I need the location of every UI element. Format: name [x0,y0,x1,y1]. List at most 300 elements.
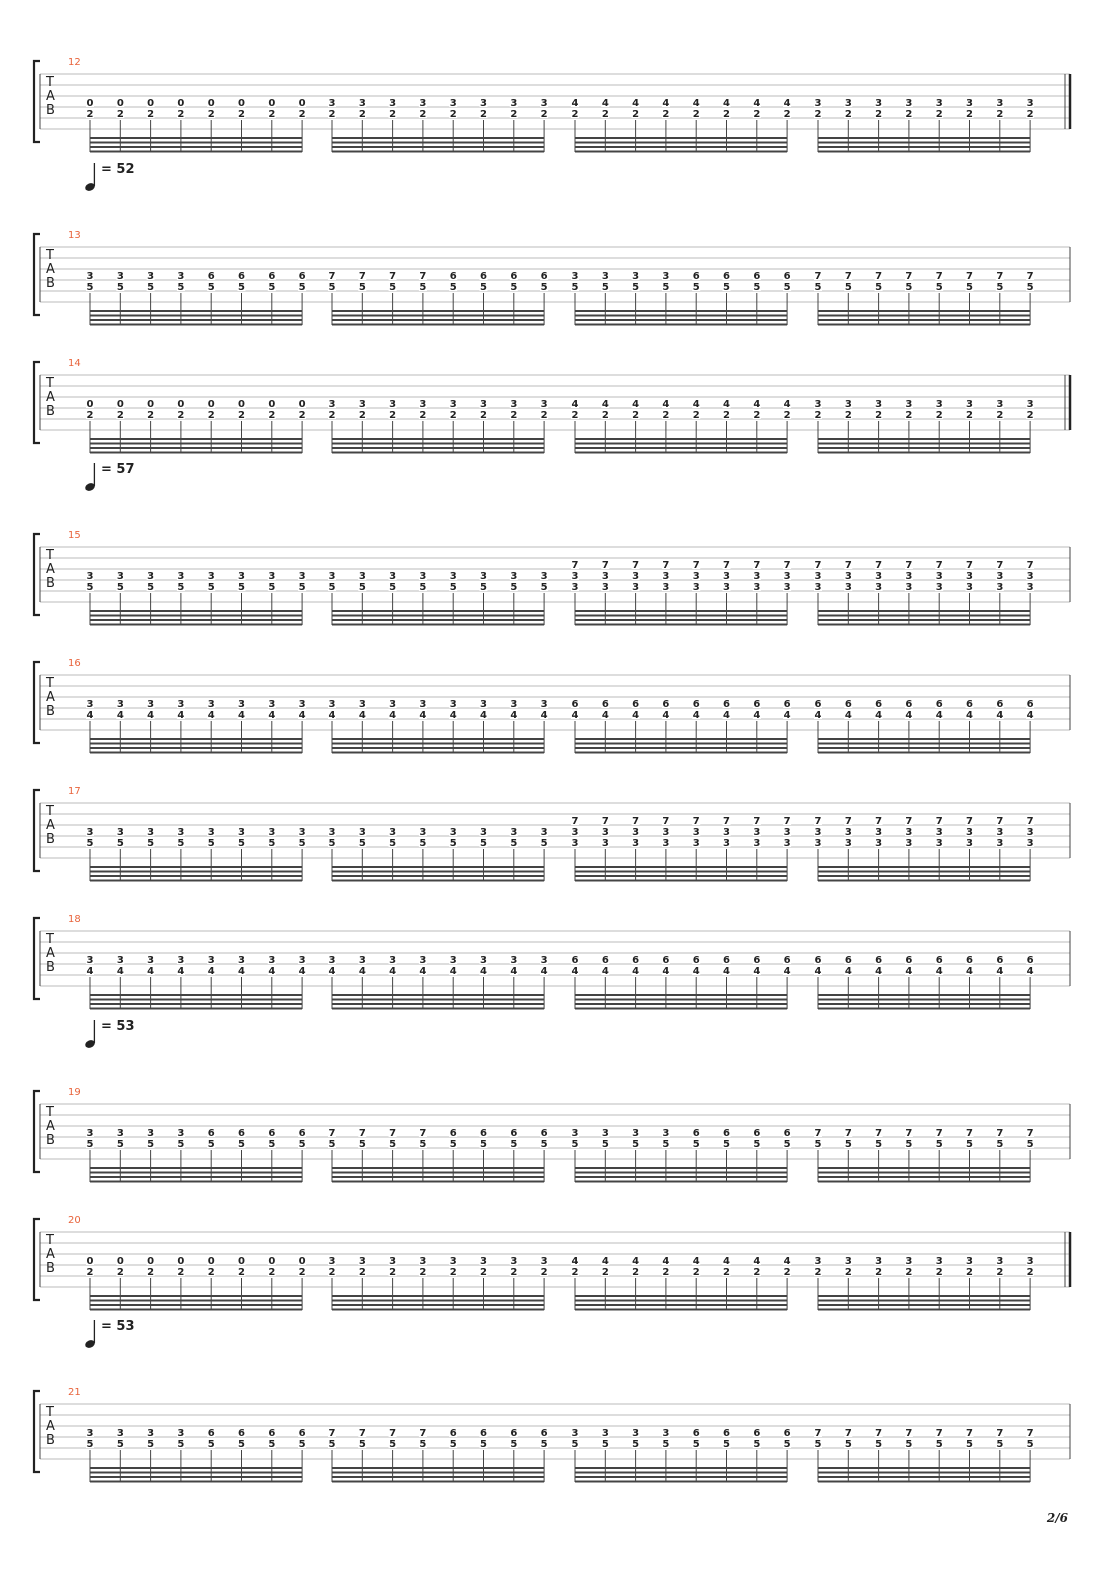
fret-number: 5 [844,282,852,293]
fret-number: 3 [601,582,609,593]
fret-number: 2 [875,109,883,120]
fret-number: 7 [935,1428,943,1439]
bar-number: 12 [68,57,81,68]
fret-number: 3 [632,582,640,593]
tab-clef-letter: B [46,1433,55,1448]
fret-number: 4 [601,710,609,721]
fret-number: 7 [875,1428,883,1439]
fret-number: 2 [389,109,397,120]
tab-clef-letter: A [46,1247,55,1262]
tab-staff [0,768,1110,908]
fret-number: 2 [207,410,215,421]
fret-number: 3 [86,1428,94,1439]
fret-number: 3 [238,955,245,966]
fret-number: 4 [723,710,730,721]
fret-number: 4 [147,966,155,977]
fret-number: 3 [571,571,579,582]
fret-number: 5 [480,1139,487,1150]
fret-number: 4 [632,1256,640,1267]
fret-number: 3 [358,1256,366,1267]
fret-number: 4 [207,966,215,977]
fret-number: 3 [996,571,1004,582]
tab-clef-letter: A [46,562,55,577]
tab-system [0,896,1110,1036]
fret-number: 0 [147,399,155,410]
fret-number: 3 [147,1128,155,1139]
fret-number: 3 [540,699,548,710]
fret-number: 3 [571,582,579,593]
fret-number: 3 [875,1256,883,1267]
fret-number: 4 [996,710,1004,721]
staff-bracket [34,362,40,443]
fret-number: 5 [723,1139,730,1150]
fret-number: 3 [844,827,852,838]
fret-number: 5 [1026,1139,1034,1150]
fret-number: 5 [480,1439,487,1450]
fret-number: 7 [905,816,913,827]
fret-number: 5 [510,282,518,293]
fret-number: 2 [147,1267,155,1278]
fret-number: 6 [571,955,579,966]
fret-number: 2 [905,1267,913,1278]
fret-number: 3 [632,1428,640,1439]
fret-number: 3 [207,699,215,710]
fret-number: 3 [207,955,215,966]
fret-number: 5 [177,582,185,593]
fret-number: 7 [753,816,761,827]
fret-number: 2 [662,109,670,120]
fret-number: 2 [844,410,852,421]
fret-number: 6 [480,271,487,282]
fret-number: 3 [328,1256,336,1267]
fret-number: 6 [875,955,883,966]
fret-number: 5 [844,1439,852,1450]
fret-number: 5 [268,1139,276,1150]
fret-number: 2 [632,1267,640,1278]
fret-number: 6 [449,1128,457,1139]
fret-number: 5 [177,1139,185,1150]
fret-number: 2 [875,410,883,421]
fret-number: 7 [419,1428,427,1439]
fret-number: 3 [480,699,487,710]
fret-number: 2 [996,109,1004,120]
fret-number: 5 [86,1139,94,1150]
fret-number: 6 [298,271,306,282]
tab-clef-letter: T [46,548,54,563]
fret-number: 3 [905,98,913,109]
fret-number: 5 [753,1139,761,1150]
fret-number: 5 [358,1139,366,1150]
fret-number: 7 [875,1128,883,1139]
fret-number: 4 [389,966,397,977]
fret-number: 4 [966,966,973,977]
fret-number: 6 [844,955,852,966]
fret-number: 4 [177,966,185,977]
tab-clef-letter: T [46,75,54,90]
fret-number: 0 [207,399,215,410]
fret-number: 2 [358,109,366,120]
fret-number: 4 [692,1256,700,1267]
fret-number: 3 [723,571,730,582]
fret-number: 5 [358,282,366,293]
fret-number: 4 [753,98,761,109]
fret-number: 6 [966,699,973,710]
fret-number: 5 [692,1139,700,1150]
tab-system [0,340,1110,480]
fret-number: 5 [510,582,518,593]
fret-number: 3 [996,1256,1004,1267]
fret-number: 3 [419,955,427,966]
fret-number: 7 [389,1128,397,1139]
fret-number: 7 [996,816,1004,827]
fret-number: 2 [116,109,124,120]
fret-number: 7 [1026,560,1034,571]
fret-number: 3 [844,98,852,109]
fret-number: 3 [86,1128,94,1139]
fret-number: 5 [571,1139,579,1150]
fret-number: 0 [116,98,124,109]
tab-clef-letter: T [46,248,54,263]
fret-number: 4 [662,966,670,977]
fret-number: 7 [875,271,883,282]
fret-number: 3 [358,98,366,109]
fret-number: 2 [571,109,579,120]
fret-number: 2 [844,109,852,120]
fret-number: 3 [814,1256,822,1267]
fret-number: 7 [358,271,366,282]
fret-number: 2 [814,410,822,421]
fret-number: 7 [966,560,973,571]
fret-number: 5 [510,838,518,849]
fret-number: 7 [389,271,397,282]
fret-number: 5 [875,1139,883,1150]
fret-number: 6 [935,955,943,966]
fret-number: 2 [480,1267,487,1278]
fret-number: 3 [875,582,883,593]
fret-number: 5 [814,1139,822,1150]
fret-number: 7 [844,1428,852,1439]
fret-number: 4 [328,966,336,977]
fret-number: 3 [389,1256,397,1267]
fret-number: 5 [358,838,366,849]
fret-number: 3 [935,838,943,849]
fret-number: 2 [692,109,700,120]
fret-number: 4 [298,710,306,721]
fret-number: 5 [298,838,306,849]
fret-number: 3 [1026,582,1034,593]
fret-number: 5 [662,1439,670,1450]
fret-number: 3 [419,1256,427,1267]
fret-number: 4 [358,710,366,721]
fret-number: 3 [814,827,822,838]
fret-number: 3 [207,827,215,838]
fret-number: 4 [207,710,215,721]
fret-number: 3 [358,955,366,966]
fret-number: 2 [510,1267,518,1278]
fret-number: 6 [753,699,761,710]
fret-number: 2 [177,109,185,120]
fret-number: 2 [510,410,518,421]
fret-number: 7 [723,816,730,827]
fret-number: 3 [905,838,913,849]
fret-number: 3 [601,1128,609,1139]
fret-number: 0 [116,399,124,410]
fret-number: 3 [783,827,791,838]
fret-number: 7 [814,816,822,827]
fret-number: 4 [510,966,518,977]
tab-system [0,1319,1110,1509]
fret-number: 3 [86,827,94,838]
fret-number: 0 [268,1256,276,1267]
fret-number: 3 [1026,98,1034,109]
fret-number: 6 [268,1128,276,1139]
fret-number: 2 [783,109,791,120]
fret-number: 3 [540,827,548,838]
fret-number: 3 [268,571,276,582]
fret-number: 3 [510,571,518,582]
fret-number: 2 [238,1267,245,1278]
fret-number: 3 [662,582,670,593]
fret-number: 0 [116,1256,124,1267]
fret-number: 7 [905,560,913,571]
fret-number: 2 [540,410,548,421]
fret-number: 2 [1026,1267,1034,1278]
fret-number: 3 [510,827,518,838]
fret-number: 7 [389,1428,397,1439]
fret-number: 5 [723,282,730,293]
fret-number: 6 [268,1428,276,1439]
bar-number: 17 [68,786,81,797]
fret-number: 4 [510,710,518,721]
fret-number: 6 [480,1128,487,1139]
fret-number: 7 [966,816,973,827]
fret-number: 3 [692,827,700,838]
fret-number: 3 [389,571,397,582]
fret-number: 4 [601,966,609,977]
fret-number: 4 [480,710,487,721]
fret-number: 6 [298,1128,306,1139]
fret-number: 4 [814,966,822,977]
fret-number: 7 [723,560,730,571]
fret-number: 5 [389,1439,397,1450]
fret-number: 3 [419,98,427,109]
tab-clef-letter: B [46,1133,55,1148]
fret-number: 3 [510,699,518,710]
fret-number: 5 [116,838,124,849]
fret-number: 3 [480,827,487,838]
fret-number: 3 [86,955,94,966]
fret-number: 4 [571,1256,579,1267]
staff-bracket [34,1391,40,1472]
fret-number: 2 [540,109,548,120]
fret-number: 3 [632,1128,640,1139]
fret-number: 6 [753,271,761,282]
tab-clef-letter: B [46,276,55,291]
fret-number: 7 [753,560,761,571]
fret-number: 5 [875,282,883,293]
tab-clef-letter: T [46,932,54,947]
fret-number: 2 [662,410,670,421]
fret-number: 3 [298,955,306,966]
fret-number: 7 [935,271,943,282]
fret-number: 6 [814,699,822,710]
fret-number: 3 [814,582,822,593]
staff-bracket [34,534,40,615]
fret-number: 5 [268,282,276,293]
fret-number: 3 [723,838,730,849]
fret-number: 2 [966,1267,973,1278]
fret-number: 0 [86,1256,94,1267]
fret-number: 5 [116,1439,124,1450]
fret-number: 3 [510,98,518,109]
fret-number: 3 [540,955,548,966]
fret-number: 4 [480,966,487,977]
fret-number: 5 [328,582,336,593]
fret-number: 5 [207,1439,215,1450]
fret-number: 3 [966,838,973,849]
fret-number: 2 [86,410,94,421]
fret-number: 2 [632,410,640,421]
fret-number: 2 [571,1267,579,1278]
fret-number: 2 [177,410,185,421]
fret-number: 4 [86,710,94,721]
fret-number: 2 [753,410,761,421]
fret-number: 3 [601,827,609,838]
fret-number: 2 [601,1267,609,1278]
staff-bracket [34,234,40,315]
fret-number: 6 [692,955,700,966]
fret-number: 0 [177,98,185,109]
fret-number: 3 [419,827,427,838]
tab-clef-letter: B [46,960,55,975]
fret-number: 3 [358,827,366,838]
fret-number: 3 [875,838,883,849]
fret-number: 0 [147,1256,155,1267]
fret-number: 2 [449,109,457,120]
fret-number: 6 [996,699,1004,710]
fret-number: 3 [449,571,457,582]
fret-number: 2 [389,1267,397,1278]
fret-number: 2 [268,410,276,421]
fret-number: 2 [753,109,761,120]
fret-number: 7 [996,271,1004,282]
fret-number: 3 [662,827,670,838]
fret-number: 4 [1026,710,1034,721]
fret-number: 3 [662,1428,670,1439]
staff-bracket [34,1219,40,1300]
fret-number: 2 [783,410,791,421]
fret-number: 3 [905,1256,913,1267]
fret-number: 2 [571,410,579,421]
tab-clef-letter: A [46,89,55,104]
bar-number: 13 [68,230,81,241]
fret-number: 6 [783,699,791,710]
fret-number: 3 [389,98,397,109]
fret-number: 5 [996,1439,1004,1450]
fret-number: 4 [540,710,548,721]
fret-number: 2 [723,410,730,421]
fret-number: 5 [510,1139,518,1150]
fret-number: 3 [389,399,397,410]
fret-number: 3 [177,571,185,582]
fret-number: 3 [966,1256,973,1267]
fret-number: 3 [510,399,518,410]
fret-number: 5 [814,282,822,293]
fret-number: 3 [783,838,791,849]
tab-clef-letter: T [46,1105,54,1120]
staff-bracket [34,662,40,743]
bar-number: 20 [68,1215,81,1226]
fret-number: 3 [753,827,761,838]
bar-number: 16 [68,658,81,669]
fret-number: 0 [207,1256,215,1267]
fret-number: 3 [1026,827,1034,838]
fret-number: 6 [875,699,883,710]
fret-number: 2 [935,109,943,120]
fret-number: 3 [571,827,579,838]
fret-number: 3 [753,582,761,593]
fret-number: 5 [571,1439,579,1450]
fret-number: 3 [783,571,791,582]
fret-number: 2 [358,1267,366,1278]
fret-number: 6 [905,699,913,710]
fret-number: 5 [692,282,700,293]
fret-number: 0 [147,98,155,109]
fret-number: 3 [692,838,700,849]
fret-number: 3 [601,571,609,582]
tab-clef-letter: A [46,1419,55,1434]
fret-number: 3 [207,571,215,582]
fret-number: 5 [783,1439,791,1450]
fret-number: 3 [86,699,94,710]
tab-clef-letter: A [46,946,55,961]
fret-number: 7 [632,816,640,827]
fret-number: 4 [905,710,913,721]
fret-number: 4 [1026,966,1034,977]
fret-number: 5 [966,1139,973,1150]
fret-number: 3 [935,582,943,593]
fret-number: 5 [601,282,609,293]
fret-number: 2 [86,1267,94,1278]
fret-number: 5 [86,582,94,593]
fret-number: 3 [601,271,609,282]
fret-number: 5 [238,1139,245,1150]
tab-system [0,768,1110,908]
fret-number: 3 [116,1428,124,1439]
fret-number: 3 [238,699,245,710]
fret-number: 3 [540,571,548,582]
fret-number: 6 [449,271,457,282]
fret-number: 7 [601,816,609,827]
fret-number: 3 [480,571,487,582]
fret-number: 6 [207,1428,215,1439]
fret-number: 4 [662,98,670,109]
fret-number: 7 [1026,816,1034,827]
fret-number: 0 [268,98,276,109]
fret-number: 4 [116,966,124,977]
fret-number: 0 [268,399,276,410]
fret-number: 6 [1026,955,1034,966]
fret-number: 3 [298,827,306,838]
fret-number: 4 [844,710,852,721]
fret-number: 3 [147,1428,155,1439]
tab-staff [0,896,1110,1036]
fret-number: 3 [177,1428,185,1439]
fret-number: 3 [147,955,155,966]
fret-number: 7 [875,560,883,571]
fret-number: 4 [783,1256,791,1267]
fret-number: 3 [419,699,427,710]
